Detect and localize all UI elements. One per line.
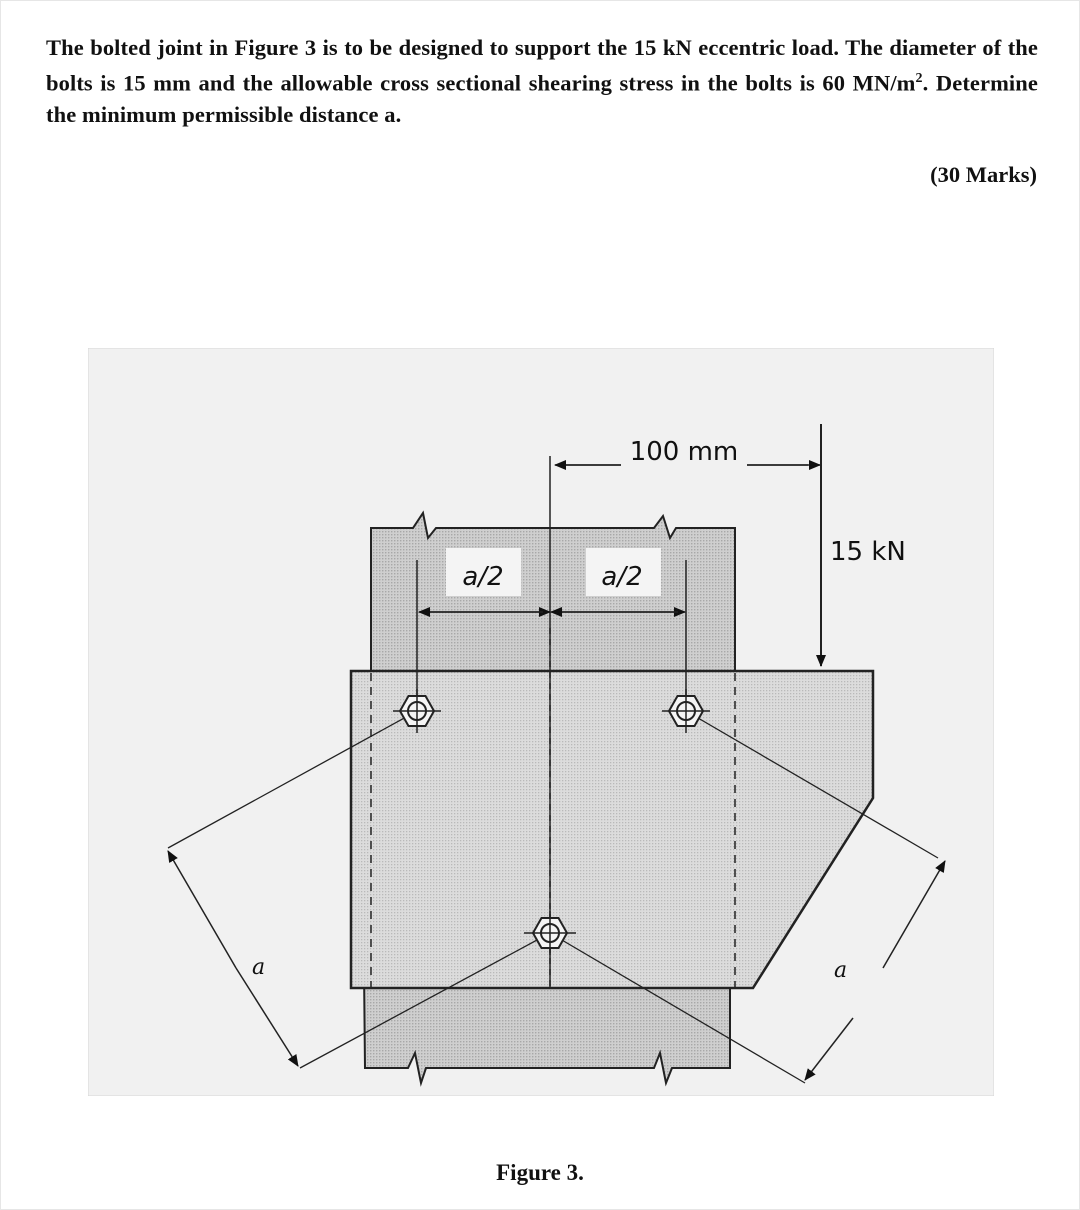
- dimension-a-half-left: a/2: [462, 562, 504, 592]
- question-text: [46, 32, 1038, 130]
- figure-3: [88, 348, 994, 1096]
- figure-caption: Figure 3.: [496, 1160, 584, 1185]
- question-body: The bolted joint in Figure 3 is to be designed to support the 15 kN eccentric load. The diameter of the bolts is 15 mm and the allowable cross sectional shearing stress in the bolts is 60 MN/m: [46, 35, 1038, 96]
- question-tail: . Determine the minimum permissible distance a.: [46, 70, 1038, 127]
- marks-label: (30 Marks): [930, 162, 1037, 187]
- load-label: 15 kN: [830, 537, 906, 567]
- dimension-a-half-right: a/2: [601, 562, 643, 592]
- dimension-100mm: 100 mm: [629, 437, 739, 467]
- dimension-a-right: a: [834, 958, 848, 983]
- superscript: 2: [915, 71, 923, 86]
- dimension-a-left: a: [252, 955, 266, 980]
